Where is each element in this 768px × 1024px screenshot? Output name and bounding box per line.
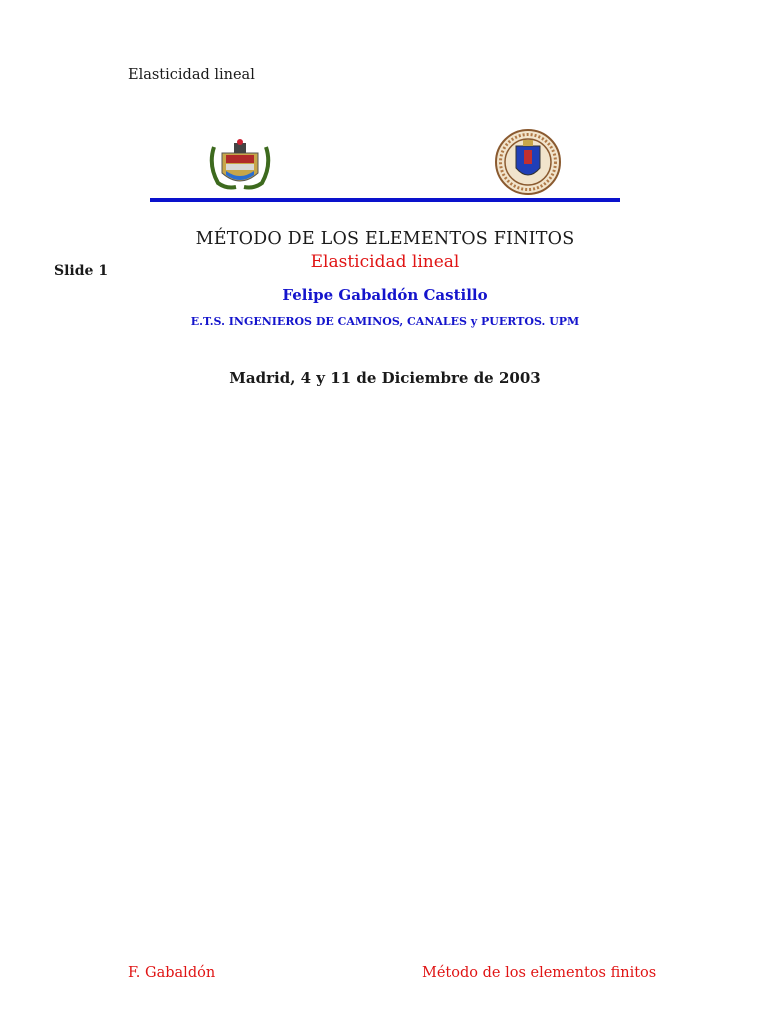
presentation-subtitle: Elasticidad lineal [310,252,460,272]
author-name: Felipe Gabaldón Castillo [282,286,488,304]
institution-name: E.T.S. INGENIEROS DE CAMINOS, CANALES y PUERTOS. UPM [190,315,580,328]
slide-number-label: Slide 1 [54,263,109,279]
presentation-date: Madrid, 4 y 11 de Diciembre de 2003 [229,369,541,387]
university-seal-icon [494,128,562,196]
title-divider [150,198,620,202]
school-crest-icon [206,137,274,193]
footer-title: Método de los elementos finitos [422,965,657,981]
footer-author: F. Gabaldón [128,965,216,981]
running-header: Elasticidad lineal [128,67,255,83]
presentation-title: MÉTODO DE LOS ELEMENTOS FINITOS [195,229,575,249]
